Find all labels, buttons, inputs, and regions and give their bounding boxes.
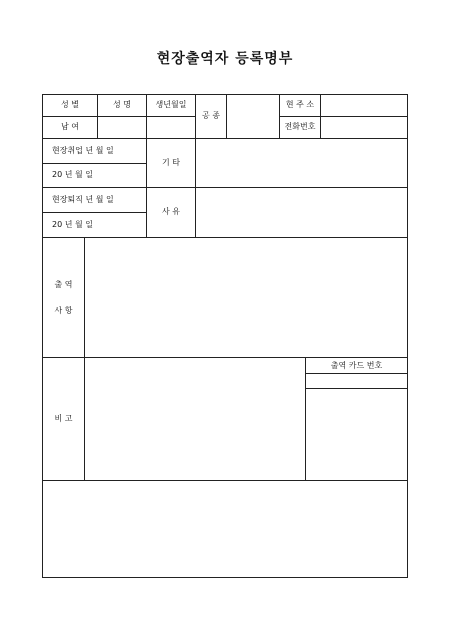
work-record-label-1: 출 역 [54, 280, 73, 289]
reason-label: 사 유 [162, 207, 180, 216]
other-label: 기 타 [162, 158, 180, 167]
birthdate-label: 생년월일 [155, 100, 187, 109]
name-header-label: 성 명 [113, 100, 131, 109]
hire-date-label: 현장취업 년 월 일 [52, 146, 114, 155]
card-number-label: 출역 카드 번호 [330, 361, 383, 370]
leave-date-label: 현장퇴직 년 월 일 [52, 195, 114, 204]
address-label: 현 주 소 [285, 100, 315, 109]
remarks-label: 비 고 [54, 414, 73, 423]
work-record-label-2: 사 항 [54, 306, 73, 315]
hire-date-value: 20 년 월 일 [52, 170, 93, 179]
trade-label: 공 종 [202, 111, 220, 120]
leave-date-value: 20 년 월 일 [52, 220, 93, 229]
gender-header-label: 성 별 [61, 100, 79, 109]
phone-label: 전화번호 [284, 122, 316, 131]
form-title: 현장출역자 등록명부 [156, 51, 294, 67]
gender-value-label: 남 여 [61, 122, 79, 131]
